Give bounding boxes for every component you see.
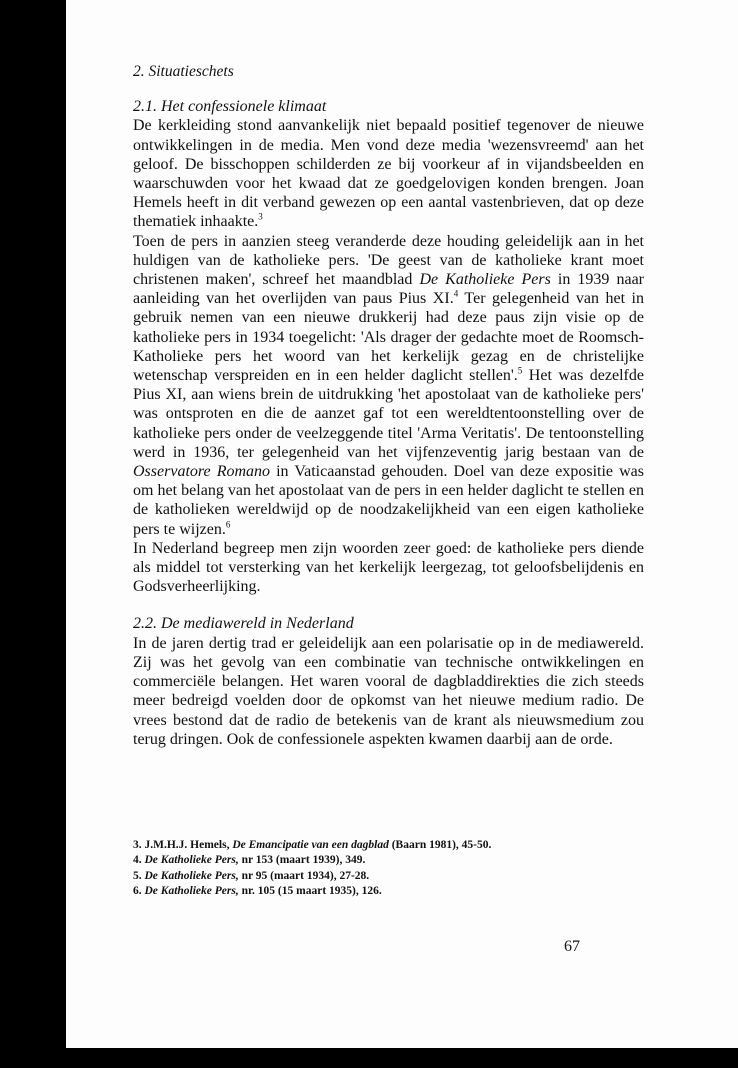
scan-border-bottom [66, 1048, 738, 1068]
text-run: in 1939 naar aanleiding van het overlijden van paus Pius XI. [133, 271, 645, 308]
footnote [133, 853, 644, 868]
footnote-ref: 5 [517, 365, 523, 376]
footnote [133, 869, 644, 884]
text-run: nr 95 (maart 1934), 27-28. [238, 869, 370, 882]
text-run: Ter gelegenheid van het in gebruik nemen van een nieuwe drukkerij had deze paus zijn visie op de katholieke pers in 1934 toegelicht: 'Als drager der gedachte moet de Roomsch-Katholieke pers het woord van het kerkelijk gezag en de christelijke wetenschap verspreiden en in een helder daglicht stellen'. [133, 290, 645, 385]
page-number: 67 [564, 938, 580, 955]
italic-text: De Katholieke Pers [419, 271, 551, 289]
paragraph [133, 232, 644, 539]
text-run: nr 153 (maart 1939), 349. [238, 854, 366, 867]
subsection-title-1: 2.1. Het confessionele klimaat [133, 98, 327, 116]
text-run: De kerkleiding stond aanvankelijk niet bepaald positief tegenover de nieuwe ontwikkelingen in de media. Men vond deze media 'wezensvreemd' aan het geloof. De bisschoppen schilderden ze bij voorkeur af in vijandsbeelden en waarschuwden voor het kwaad dat ze goedgelovigen konden brengen. Joan Hemels heeft in dit verband gewezen op een aantal vastenbrieven, dat op deze thematiek inhaakte. [133, 117, 644, 231]
italic-text: Osservatore Romano [133, 463, 271, 481]
text-run: 3. J.M.H.J. Hemels, [133, 839, 233, 851]
italic-text: De Katholieke Pers, [144, 854, 239, 867]
section-title: 2. Situatieschets [133, 63, 234, 80]
text-run: in Vaticaanstad gehouden. Doel van deze expositie was om het belang van het apostolaat van de pers in een helder daglicht te stellen en de katholieken wereldwijd op de noodzakelijkheid van een eigen katholieke pers te wijzen. [133, 463, 644, 538]
text-run: nr. 105 (15 maart 1935), 126. [238, 884, 382, 897]
text-run: (Baarn 1981), 45-50. [388, 839, 492, 851]
text-run: 5. [133, 869, 145, 882]
italic-text: De Katholieke Pers, [144, 869, 239, 882]
footnote-ref: 3 [258, 212, 263, 223]
text-run: Het was dezelfde Pius XI, aan wiens brein de uitdrukking 'het apostolaat van de katholieke pers' was ontsproten en die de aanzet gaf tot een wereldtentoonstelling over de katholieke pers onder de veelzeggende titel 'Arma Veritatis'. De tentoonstelling werd in 1936, ter gelegenheid van het vijfenzeventig jarig bestaan van de [133, 367, 644, 461]
spacer [133, 596, 644, 614]
italic-text: De Katholieke Pers, [144, 884, 239, 897]
italic-text: De Emancipatie van een dagblad [232, 839, 389, 851]
document-page [66, 0, 738, 1048]
footnote [133, 884, 644, 899]
footnote [133, 838, 644, 853]
subsection-title-2: 2.2. De mediawereld in Nederland [133, 615, 354, 633]
footnote-ref: 4 [453, 288, 459, 299]
main-text [133, 62, 644, 749]
text-run: 6. [133, 884, 145, 897]
text-run: Toen de pers in aanzien steeg veranderde deze houding geleidelijk aan in het huldigen van de katholieke pers. 'De geest van de katholieke krant moet christenen maken', schreef het maandblad [133, 232, 644, 289]
footnote-ref: 6 [225, 519, 231, 530]
text-run: In de jaren dertig trad er geleidelijk aan een polarisatie op in de mediawereld. Zij was het gevolg van een combinatie van technische ontwikkelingen en commerciële belangen. Het waren vooral de dagbladdirekties die zich steeds meer bedreigd voelden door de opkomst van het nieuwe medium radio. De vrees bestond dat de radio de betekenis van de krant als nieuwsmedium zou terug dringen. Ook de confessionele aspekten kwamen daarbij aan de orde. [133, 634, 644, 748]
paragraph [133, 539, 644, 597]
scan-border-left [0, 0, 66, 1068]
paragraph [133, 634, 644, 749]
paragraph [133, 116, 644, 231]
footnotes [133, 838, 644, 899]
text-run: In Nederland begreep men zijn woorden zeer goed: de katholieke pers diende als middel tot versterking van het kerkelijk leergezag, tot geloofsbelijdenis en Godsverheerlijking. [133, 539, 644, 596]
text-run: 4. [133, 854, 145, 867]
